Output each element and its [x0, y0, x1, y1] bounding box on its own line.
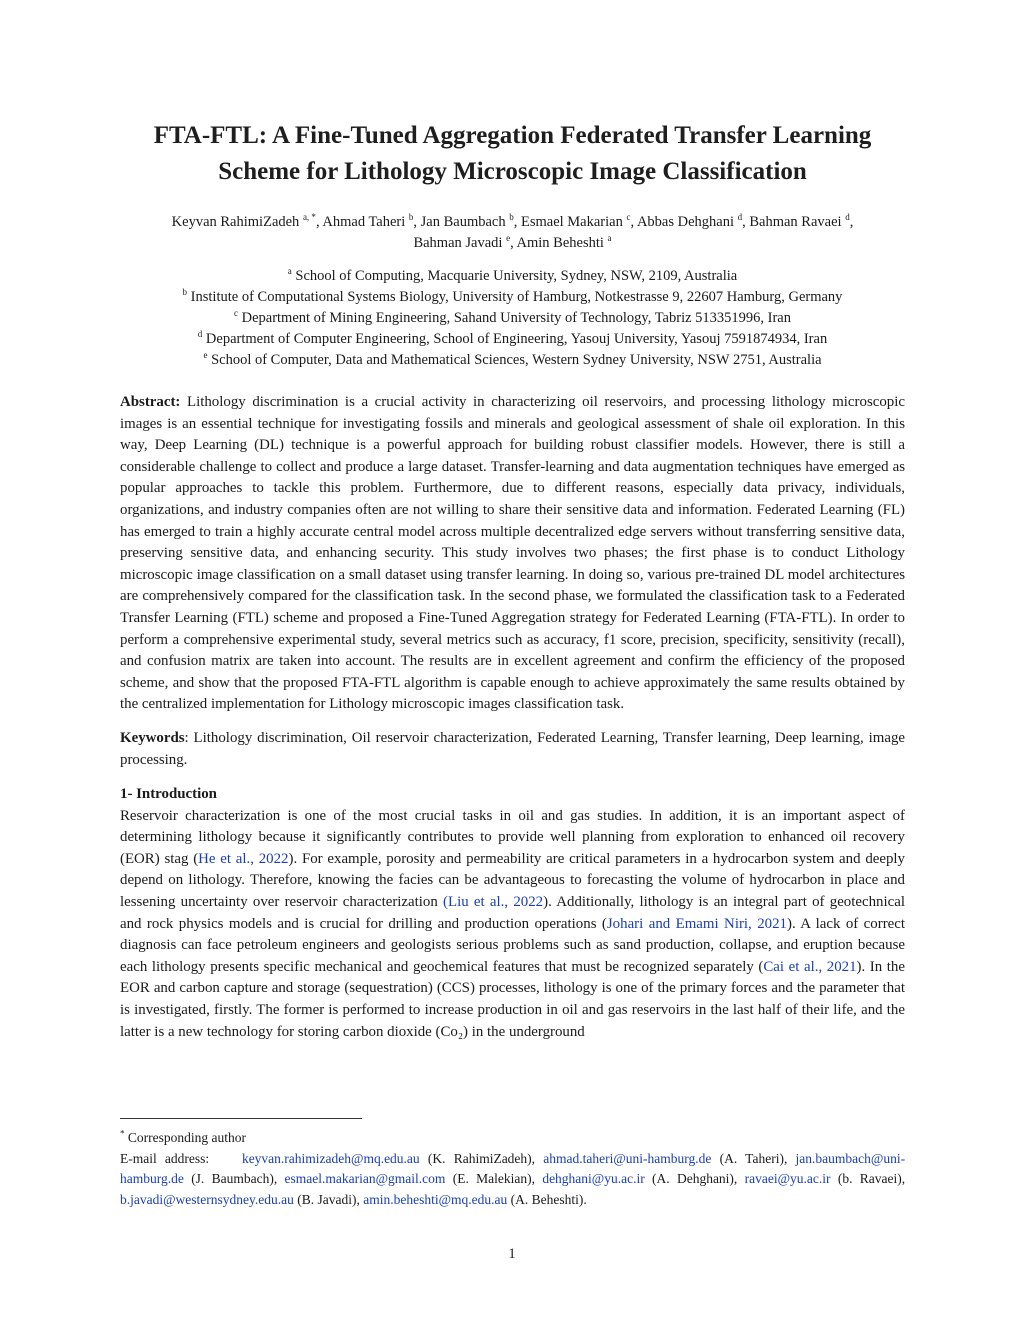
citation-link[interactable]: Cai et al., 2021 — [763, 958, 857, 975]
email-link[interactable]: dehghani@yu.ac.ir — [542, 1171, 645, 1186]
citation-link[interactable]: He et al., 2022 — [198, 850, 289, 867]
affiliation: $^e$ School of Computer, Data and Mathematical Sciences, Western Sydney University, NSW 2751, Australia — [203, 350, 822, 368]
author: Bahman Ravaei $^d$, — [749, 212, 854, 230]
paper-title — [120, 118, 905, 190]
author-list — [120, 212, 905, 254]
email-link[interactable]: ahmad.taheri@uni-hamburg.de — [543, 1150, 712, 1166]
abstract-label: Abstract: — [120, 394, 181, 410]
title-line-2: Scheme for Lithology Microscopic Image Classification — [218, 158, 807, 185]
abstract-text: Lithology discrimination is a crucial activity in characterizing oil reservoirs, and processing lithology microscopic images is an essential technique for investigating fossils and minerals and geological assessment of shale oil exploration. In this way, Deep Learning (DL) technique is a powerful approach for building robust classifier models. However, there is still a considerable challenge to collect and produce a large dataset. Transfer-learning and data augmentation techniques have emerged as popular approaches to tackle this problem. Furthermore, due to different reasons, especially data privacy, individuals, organizations, and industry companies often are not willing to share their sensitive data and information. Federated Learning (FL) has emerged to train a highly accurate central model across multiple decentralized edge servers without transferring sensitive data, preserving sensitive data, and enhancing security. This study involves two phases; the first phase is to conduct Lithology microscopic image classification on a small dataset using transfer learning. In doing so, various pre-trained DL model architectures are comprehensively compared for the classification task. In the second phase, we formulated the classification task to a Federated Transfer Learning (FTL) scheme and proposed a Fine-Tuned Aggregation strategy for Federated Learning (FTA-FTL). In order to perform a comprehensive experimental study, several metrics such as accuracy, f1 score, precision, specificity, sensitivity (recall), and confusion matrix are taken into account. The results are in excellent agreement and confirm the efficiency of the proposed scheme, and show that the proposed FTA-FTL algorithm is capable enough to achieve approximately the same results obtained by the centralized implementation for Lithology microscopic images classification task. — [120, 394, 905, 713]
email-link[interactable]: amin.beheshti@mq.edu.au — [363, 1191, 508, 1207]
abstract — [120, 392, 905, 716]
author: Jan Baumbach $^b$, — [420, 212, 521, 230]
author: Bahman Javadi $^e$, — [413, 233, 517, 251]
author: Esmael Makarian $^c$, — [520, 212, 637, 230]
author: Keyvan RahimiZadeh $^{a, *}$, — [171, 212, 323, 230]
footnotes — [120, 1128, 905, 1210]
email-addresses: E-mail address: keyvan.rahimizadeh@mq.edu.au (K. RahimiZadeh), ahmad.taheri@uni-hamburg.de (A. Taheri), jan.baumbach@uni-hamburg.de (J. Baumbach), esmael.makarian@gmail.com (E. Malekian), dehghani@yu.ac.ir (A. Dehghani), ravaei@yu.ac.ir (b. Ravaei), b.javadi@westernsydney.edu.au (B. Javadi), amin.beheshti@mq.edu.au (A. Beheshti). — [120, 1150, 906, 1207]
affiliation-list — [120, 266, 905, 371]
email-link[interactable]: esmael.makarian@gmail.com — [284, 1171, 446, 1186]
email-link[interactable]: keyvan.rahimizadeh@mq.edu.au — [241, 1150, 420, 1166]
affiliation: $^d$ Department of Computer Engineering, School of Engineering, Yasouj University, Yasouj 7591874934, Iran — [197, 329, 828, 347]
affiliation: $^a$ School of Computing, Macquarie University, Sydney, NSW, 2109, Australia — [287, 266, 738, 284]
paper-page — [120, 118, 905, 1043]
email-link[interactable]: jan.baumbach@uni-hamburg.de — [120, 1150, 906, 1186]
title-line-1: FTA-FTL: A Fine-Tuned Aggregation Federated Transfer Learning — [153, 122, 872, 149]
citation-link[interactable]: (Liu et al., 2022 — [443, 894, 544, 911]
affiliation: $^c$ Department of Mining Engineering, Sahand University of Technology, Tabriz 513351996, Iran — [233, 308, 791, 326]
introduction-paragraph: Reservoir characterization is one of the most crucial tasks in oil and gas studies. In addition, it is an important aspect of determining lithology because it significantly contributes to provide well planning from exploration to enhanced oil recovery (EOR) stag (He et al., 2022). For example, porosity and permeability are critical parameters in a hydrocarbon system and deeply depend on lithology. Therefore, knowing the facies can be advantageous to forecasting the volume of hydrocarbon in place and lessening uncertainty over reservoir characterization (Liu et al., 2022). Additionally, lithology is an integral part of geotechnical and rock physics models and is crucial for drilling and production operations (Johari and Emami Niri, 2021). A lack of correct diagnosis can face petroleum engineers and geologists serious problems such as sand production, collapse, and eruption because each lithology presents specific mechanical and geochemical features that must be recognized separately (Cai et al., 2021). In the EOR and carbon capture and storage (sequestration) (CCS) processes, lithology is one of the primary forces and the parameter that is investigated, firstly. The former is performed to increase production in oil and gas reservoirs in the last half of their life, and the latter is a new technology for storing carbon dioxide (Co₂) in the underground — [120, 807, 906, 1040]
keywords-label: Keywords — [120, 729, 185, 746]
author: Amin Beheshti $^a$ — [516, 233, 612, 251]
keywords — [120, 728, 905, 771]
corresponding-author-note: * Corresponding author — [120, 1128, 246, 1145]
section-heading-introduction: 1- Introduction — [120, 786, 217, 803]
author: Abbas Dehghani $^d$, — [636, 212, 750, 230]
citation-link[interactable]: Johari and Emami Niri, 2021 — [606, 915, 787, 932]
author: Ahmad Taheri $^b$, — [322, 212, 421, 230]
keywords-text: : Lithology discrimination, Oil reservoir characterization, Federated Learning, Transfer learning, Deep learning, image processing. — [120, 729, 905, 768]
page-number: 1 — [508, 1246, 516, 1262]
email-link[interactable]: ravaei@yu.ac.ir — [744, 1171, 831, 1186]
email-link[interactable]: b.javadi@westernsydney.edu.au — [120, 1191, 294, 1207]
affiliation: $^b$ Institute of Computational Systems Biology, University of Hamburg, Notkestrasse 9, 22607 Hamburg, Germany — [182, 287, 843, 305]
footnote-divider — [120, 1118, 362, 1119]
